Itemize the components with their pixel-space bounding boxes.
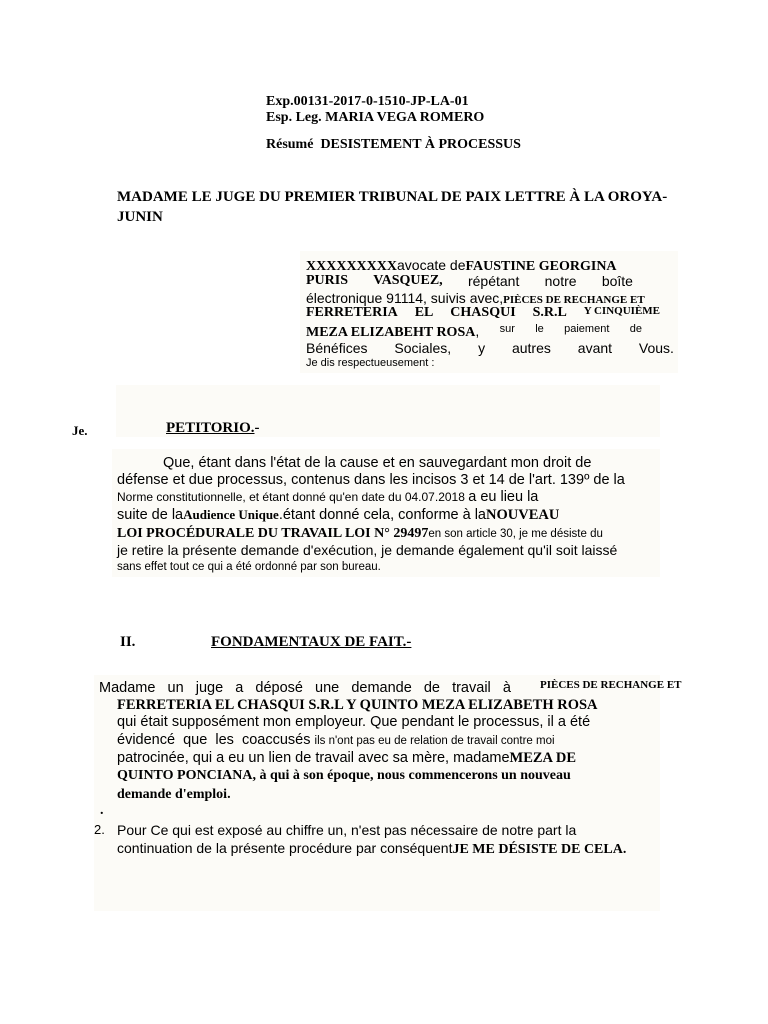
facts-word: les xyxy=(215,732,234,748)
intro-word: avant xyxy=(577,340,613,356)
item-text: continuation de la présente procédure par conséquent xyxy=(117,840,453,856)
intro-line-6 xyxy=(306,340,674,356)
law-name: LOI PROCÉDURALE DU TRAVAIL LOI N° 29497 xyxy=(117,526,429,541)
intro-line-3 xyxy=(306,290,645,306)
petitorio-title: PETITORIO. xyxy=(166,420,255,436)
lawyer-name: XXXXXXXXX xyxy=(306,259,397,274)
facts-title: FONDAMENTAUX DE FAIT.- xyxy=(211,634,412,650)
intro-word: Bénéfices xyxy=(306,340,368,356)
company-name: EL xyxy=(414,305,434,320)
intro-word: répétant xyxy=(467,273,520,289)
section-prefix: Je. xyxy=(72,423,88,438)
company-name: CHASQUI xyxy=(450,305,516,320)
facts-number: II. xyxy=(120,634,136,650)
summary-text: DESISTEMENT À PROCESSUS xyxy=(320,137,521,152)
intro-text: avocate de xyxy=(397,257,466,273)
facts-word: a xyxy=(235,680,244,696)
facts-line-1 xyxy=(99,680,511,696)
petitorio-line-3 xyxy=(117,489,538,505)
petitorio-text: .étant donné cela, conforme à la xyxy=(278,507,486,523)
intro-line-4 xyxy=(306,305,660,321)
stray-dot: . xyxy=(100,803,104,818)
facts-word: travail xyxy=(452,680,491,696)
client-name-cont: VASQUEZ, xyxy=(373,273,443,288)
company-name: PIÈCES DE RECHANGE ET xyxy=(540,679,682,691)
facts-text: patrocinée, qui a eu un lien de travail avec sa mère, madame xyxy=(117,750,510,766)
petitorio-line-6: je retire la présente demande d'exécution, je demande également qu'il soit laissé xyxy=(117,542,618,558)
petitorio-heading xyxy=(166,420,260,437)
facts-word: à xyxy=(502,680,511,696)
petitorio-text: a eu lieu la xyxy=(468,489,539,505)
item-number: 2. xyxy=(94,822,105,837)
petitorio-line-7: sans effet tout ce qui a été ordonné par son bureau. xyxy=(117,561,381,573)
intro-line-7: Je dis respectueusement : xyxy=(306,357,435,369)
facts-word: évidencé xyxy=(117,732,176,748)
intro-word: notre xyxy=(544,273,577,289)
company-name: FERRETERIA xyxy=(306,305,398,320)
intro-word: Sociales, xyxy=(394,340,452,356)
intro-word: de xyxy=(629,323,642,335)
item-line-2 xyxy=(117,840,626,858)
facts-word: coaccusés xyxy=(241,732,311,748)
facts-line-3: qui était supposément mon employeur. Que pendant le processus, il a été xyxy=(117,714,591,730)
facts-word: un xyxy=(167,680,184,696)
facts-line-2: FERRETERIA EL CHASQUI S.R.L Y QUINTO MEZA ELIZABETH ROSA xyxy=(117,697,598,713)
intro-word: Vous. xyxy=(638,340,674,356)
summary-label: Résumé xyxy=(266,137,314,152)
client-name: FAUSTINE GEORGINA xyxy=(465,259,617,274)
facts-word: juge xyxy=(195,680,224,696)
mother-name: MEZA DE xyxy=(509,750,576,766)
facts-word: Madame xyxy=(99,680,156,696)
facts-word: demande xyxy=(351,680,412,696)
company-name: PIÈCES DE RECHANGE ET xyxy=(503,294,645,306)
intro-word: sur xyxy=(499,323,515,335)
item-line-1: Pour Ce qui est exposé au chiffre un, n'est pas nécessaire de notre part la xyxy=(117,822,577,838)
facts-word: déposé xyxy=(255,680,303,696)
company-name: S.R.L xyxy=(532,305,567,320)
company-name: Y CINQUIÈME xyxy=(583,305,660,317)
intro-line-2 xyxy=(306,273,633,289)
intro-text: électronique 91114, suivis avec, xyxy=(306,290,504,306)
facts-line-6: QUINTO PONCIANA, à qui à son époque, nous commencerons un nouveau xyxy=(117,768,571,783)
petitorio-line-1: Que, étant dans l'état de la cause et en sauvegardant mon droit de xyxy=(163,455,592,471)
petitorio-line-5 xyxy=(117,524,603,542)
expedient-number: Exp.00131-2017-0-1510-JP-LA-01 xyxy=(266,94,469,109)
petitorio-dash: - xyxy=(254,420,260,436)
facts-text: ils n'ont pas eu de relation de travail contre moi xyxy=(314,735,555,747)
facts-word: de xyxy=(423,680,440,696)
law-name: NOUVEAU xyxy=(486,507,560,523)
intro-word: boîte xyxy=(601,273,633,289)
desistance-statement: JE ME DÉSISTE DE CELA. xyxy=(452,842,627,857)
intro-word: le xyxy=(535,323,544,335)
addressee-line-2: JUNIN xyxy=(117,209,163,225)
intro-word: paiement xyxy=(564,323,610,335)
facts-line-5 xyxy=(117,750,576,767)
addressee-line-1: MADAME LE JUGE DU PREMIER TRIBUNAL DE PAIX LETTRE À LA OROYA- xyxy=(117,189,668,205)
facts-line-7: demande d'emploi. xyxy=(117,787,231,802)
summary-line xyxy=(266,137,521,153)
intro-word: autres xyxy=(511,340,551,356)
petitorio-text: suite de la xyxy=(117,507,184,523)
facts-line-4 xyxy=(117,732,555,748)
facts-word: que xyxy=(183,732,208,748)
client-name-cont: PURIS xyxy=(306,273,349,288)
facts-word: une xyxy=(315,680,340,696)
petitorio-line-2: défense et due processus, contenus dans les incisos 3 et 14 de l'art. 139º de la xyxy=(117,472,625,488)
company-owner: MEZA ELIZABEHT ROSA xyxy=(306,325,476,340)
intro-text: , xyxy=(475,323,480,339)
intro-line-5 xyxy=(306,323,642,341)
legal-specialist: Esp. Leg. MARIA VEGA ROMERO xyxy=(266,110,485,125)
intro-word: y xyxy=(478,340,486,356)
hearing-name: Audience Unique xyxy=(183,507,279,522)
petitorio-line-4 xyxy=(117,507,559,524)
petitorio-text: en son article 30, je me désiste du xyxy=(428,528,603,540)
petitorio-text: Norme constitutionnelle, et étant donné qu'en date du 04.07.2018 xyxy=(117,490,465,504)
